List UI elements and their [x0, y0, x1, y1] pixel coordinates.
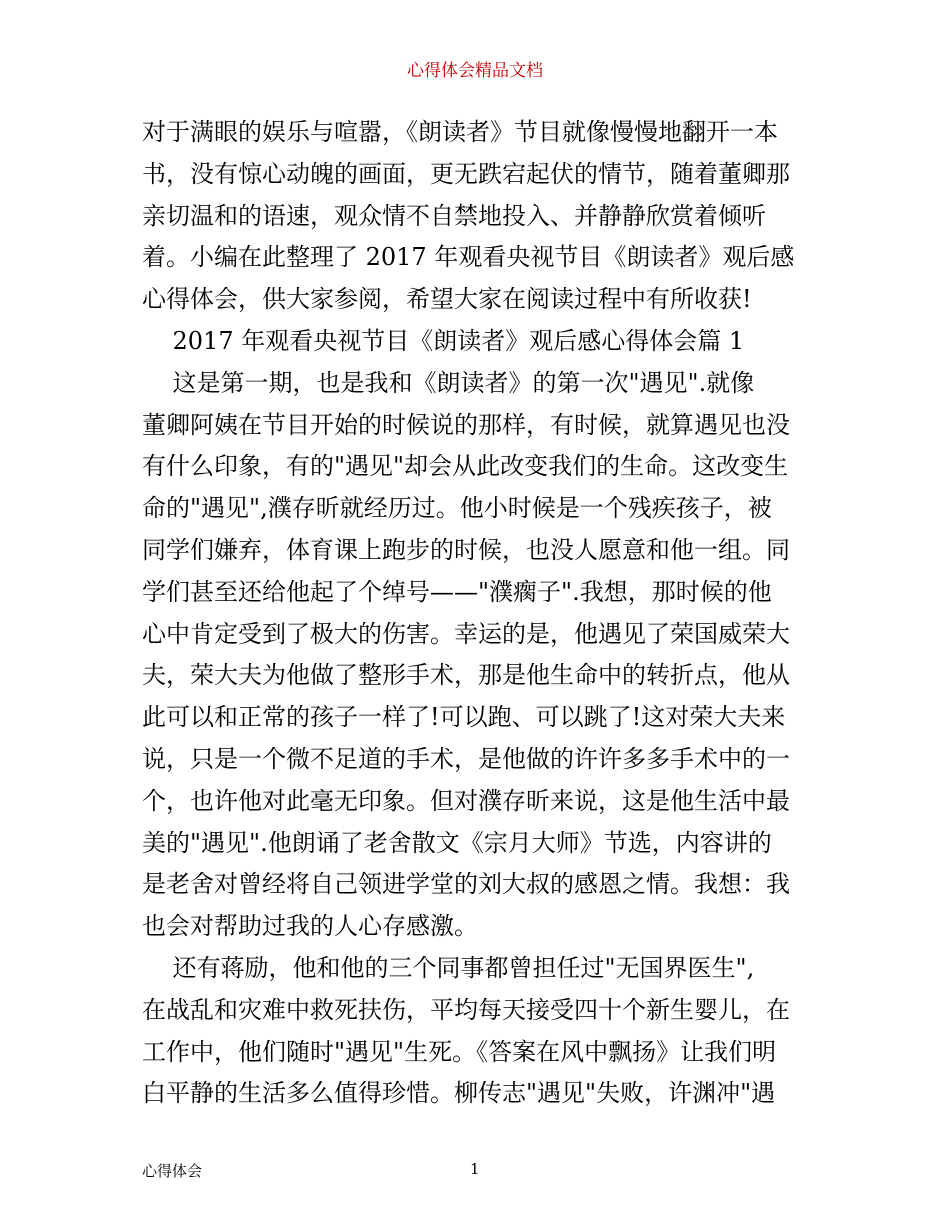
text-line: 此可以和正常的孩子一样了!可以跑、可以跳了!这对荣大夫来: [142, 703, 786, 732]
document-body: [142, 112, 817, 1115]
text-line: 心得体会，供大家参阅，希望大家在阅读过程中有所收获!: [142, 285, 752, 314]
text-line: 同学们嫌弃，体育课上跑步的时候，也没人愿意和他一组。同: [142, 535, 790, 564]
text-line: 着。小编在此整理了 2017 年观看央视节目《朗读者》观后感: [142, 243, 795, 272]
text-line: 说，只是一个微不足道的手术，是他做的许许多多手术中的一: [142, 744, 790, 773]
page-header-title: 心得体会精品文档: [407, 61, 543, 81]
text-line: 心中肯定受到了极大的伤害。幸运的是，他遇见了荣国威荣大: [142, 619, 790, 648]
text-line: 白平静的生活多么值得珍惜。柳传志"遇见"失败，许渊冲"遇: [142, 1079, 776, 1108]
page-footer-label: 心得体会: [142, 1162, 203, 1180]
text-line: 亲切温和的语速，观众情不自禁地投入、并静静欣赏着倾听: [142, 201, 766, 230]
section-heading: 2017 年观看央视节目《朗读者》观后感心得体会篇 1: [142, 326, 745, 355]
text-line: 这是第一期，也是我和《朗读者》的第一次"遇见".就像: [142, 368, 755, 397]
text-line: 董卿阿姨在节目开始的时候说的那样，有时候，就算遇见也没: [142, 410, 790, 439]
text-line: 是老舍对曾经将自己领进学堂的刘大叔的感恩之情。我想：我: [142, 870, 790, 899]
text-line: 命的"遇见",濮存昕就经历过。他小时候是一个残疾孩子，被: [142, 494, 772, 523]
text-line: 有什么印象，有的"遇见"却会从此改变我们的生命。这改变生: [142, 452, 789, 481]
text-line: 美的"遇见".他朗诵了老舍散文《宗月大师》节选，内容讲的: [142, 828, 772, 857]
text-line: 个，也许他对此毫无印象。但对濮存昕来说，这是他生活中最: [142, 786, 790, 815]
text-line: 学们甚至还给他起了个绰号——"濮瘸子".我想，那时候的他: [142, 577, 772, 606]
text-line: 夫，荣大夫为他做了整形手术，那是他生命中的转折点，他从: [142, 661, 790, 690]
text-line: 也会对帮助过我的人心存感激。: [142, 912, 478, 941]
text-line: 工作中，他们随时"遇见"生死。《答案在风中飘扬》让我们明: [142, 1037, 777, 1066]
text-line: 对于满眼的娱乐与喧嚣，《朗读者》节目就像慢慢地翻开一本: [142, 118, 778, 146]
page-number: 1: [470, 1160, 480, 1178]
text-line: 在战乱和灾难中救死扶伤，平均每天接受四十个新生婴儿，在: [142, 995, 790, 1024]
text-line: 书，没有惊心动魄的画面，更无跌宕起伏的情节，随着董卿那: [142, 159, 790, 188]
text-line: 还有蒋励，他和他的三个同事都曾担任过"无国界医生",: [142, 953, 755, 982]
